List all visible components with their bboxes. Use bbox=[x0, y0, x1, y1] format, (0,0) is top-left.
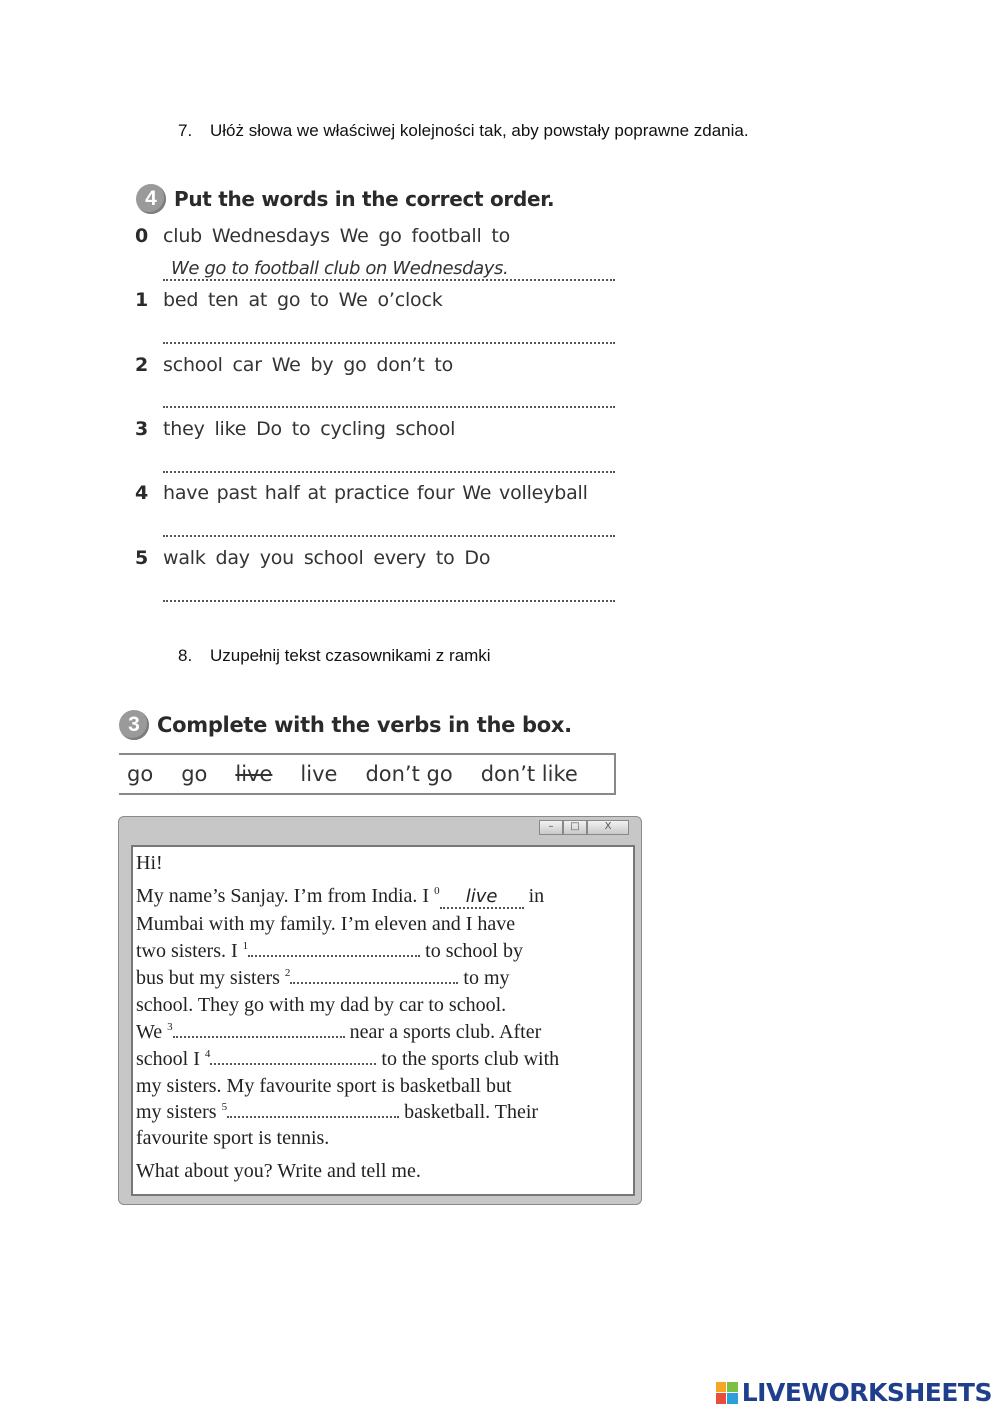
scrambled-words: they like Do to cycling school bbox=[163, 418, 456, 440]
letter-line-4 bbox=[136, 967, 510, 990]
letter-line-5: school. They go with my dad by car to school. bbox=[136, 994, 507, 1016]
scrambled-words: club Wednesdays We go football to bbox=[163, 225, 511, 247]
answer-input-1[interactable] bbox=[163, 342, 615, 344]
brand-name: LIVEWORKSHEETS bbox=[741, 1378, 992, 1407]
letter-line-9 bbox=[136, 1101, 538, 1124]
exercise-badge: 3 bbox=[119, 710, 149, 740]
gap-input-2[interactable] bbox=[290, 968, 458, 984]
gap-number: 3 bbox=[167, 1021, 173, 1033]
item-number: 5 bbox=[135, 547, 149, 569]
task7-instruction-number: 7. bbox=[178, 121, 193, 140]
task8-instruction-text: Uzupełnij tekst czasownikami z ramki bbox=[210, 646, 491, 665]
example-gap: live bbox=[440, 886, 524, 909]
close-icon: X bbox=[587, 820, 629, 835]
task8-heading-text: Complete with the verbs in the box. bbox=[157, 713, 572, 737]
letter-line-2: Mumbai with my family. I’m eleven and I have bbox=[136, 913, 516, 935]
letter-line-8: my sisters. My favourite sport is basketball but bbox=[136, 1075, 512, 1097]
task8-heading bbox=[119, 710, 572, 740]
verb-box bbox=[119, 753, 616, 795]
maximize-icon: □ bbox=[563, 820, 587, 835]
letter-text: near a sports club. After bbox=[344, 1021, 542, 1043]
item-number: 0 bbox=[135, 225, 149, 247]
gap-input-1[interactable] bbox=[248, 941, 420, 957]
gap-input-5[interactable] bbox=[227, 1102, 399, 1118]
letter-text: my sisters bbox=[136, 1101, 222, 1123]
letter-text: two sisters. I bbox=[136, 940, 243, 962]
item-number: 4 bbox=[135, 482, 149, 504]
window-controls bbox=[539, 820, 629, 835]
letter-text: basketball. Their bbox=[399, 1101, 539, 1123]
answer-input-4[interactable] bbox=[163, 535, 615, 537]
letter-line-7 bbox=[136, 1048, 559, 1071]
gap-number: 1 bbox=[242, 940, 249, 952]
gap-input-3[interactable] bbox=[173, 1022, 345, 1038]
verb-option: don’t like bbox=[480, 762, 578, 786]
letter-text: in bbox=[523, 885, 545, 907]
answer-input-3[interactable] bbox=[163, 471, 615, 473]
letter-text: My name’s Sanjay. I’m from India. I bbox=[136, 885, 435, 907]
gap-number: 5 bbox=[221, 1101, 228, 1113]
scrambled-words: walk day you school every to Do bbox=[163, 547, 491, 569]
scrambled-words: school car We by go don’t to bbox=[163, 354, 454, 376]
verb-option-used: live bbox=[235, 762, 273, 786]
task8-instruction-number: 8. bbox=[178, 646, 193, 665]
gap-input-4[interactable] bbox=[210, 1049, 376, 1065]
brand-footer bbox=[716, 1378, 992, 1407]
answer-line bbox=[163, 279, 615, 281]
verb-option: live bbox=[300, 762, 338, 786]
task7-heading bbox=[136, 184, 554, 214]
gap-number: 2 bbox=[284, 967, 291, 979]
letter-line-6 bbox=[136, 1021, 541, 1044]
letter-line-10: favourite sport is tennis. bbox=[136, 1127, 330, 1149]
item-number: 1 bbox=[135, 289, 149, 311]
task7-instruction bbox=[178, 121, 749, 141]
letter-text: to the sports club with bbox=[376, 1048, 560, 1070]
verb-option: go bbox=[181, 762, 208, 786]
letter-line-1 bbox=[136, 885, 544, 909]
letter-closing: What about you? Write and tell me. bbox=[136, 1160, 421, 1182]
minimize-icon: – bbox=[539, 820, 563, 835]
task7-instruction-text: Ułóż słowa we właściwej kolejności tak, aby powstały poprawne zdania. bbox=[210, 121, 749, 140]
verb-option: go bbox=[127, 762, 154, 786]
letter-text: to my bbox=[458, 967, 510, 989]
exercise-badge: 4 bbox=[136, 184, 166, 214]
verb-option: don’t go bbox=[365, 762, 453, 786]
answer-input-5[interactable] bbox=[163, 600, 615, 602]
task8-instruction bbox=[178, 646, 491, 666]
item-number: 3 bbox=[135, 418, 149, 440]
scrambled-words: bed ten at go to We o’clock bbox=[163, 289, 443, 311]
letter-text: school I bbox=[136, 1048, 205, 1070]
letter-line-3 bbox=[136, 940, 523, 963]
task7-heading-text: Put the words in the correct order. bbox=[174, 187, 555, 211]
letter-text: to school by bbox=[420, 940, 523, 962]
letter-greeting: Hi! bbox=[136, 852, 163, 874]
liveworksheets-logo-icon bbox=[716, 1382, 738, 1404]
scrambled-words: have past half at practice four We volleyball bbox=[163, 482, 588, 504]
gap-number: 0 bbox=[434, 885, 440, 897]
letter-text: We bbox=[136, 1021, 168, 1043]
letter-text: bus but my sisters bbox=[136, 967, 285, 989]
item-number: 2 bbox=[135, 354, 149, 376]
example-answer: We go to football club on Wednesdays. bbox=[171, 258, 509, 279]
answer-input-2[interactable] bbox=[163, 406, 615, 408]
gap-number: 4 bbox=[204, 1048, 211, 1060]
